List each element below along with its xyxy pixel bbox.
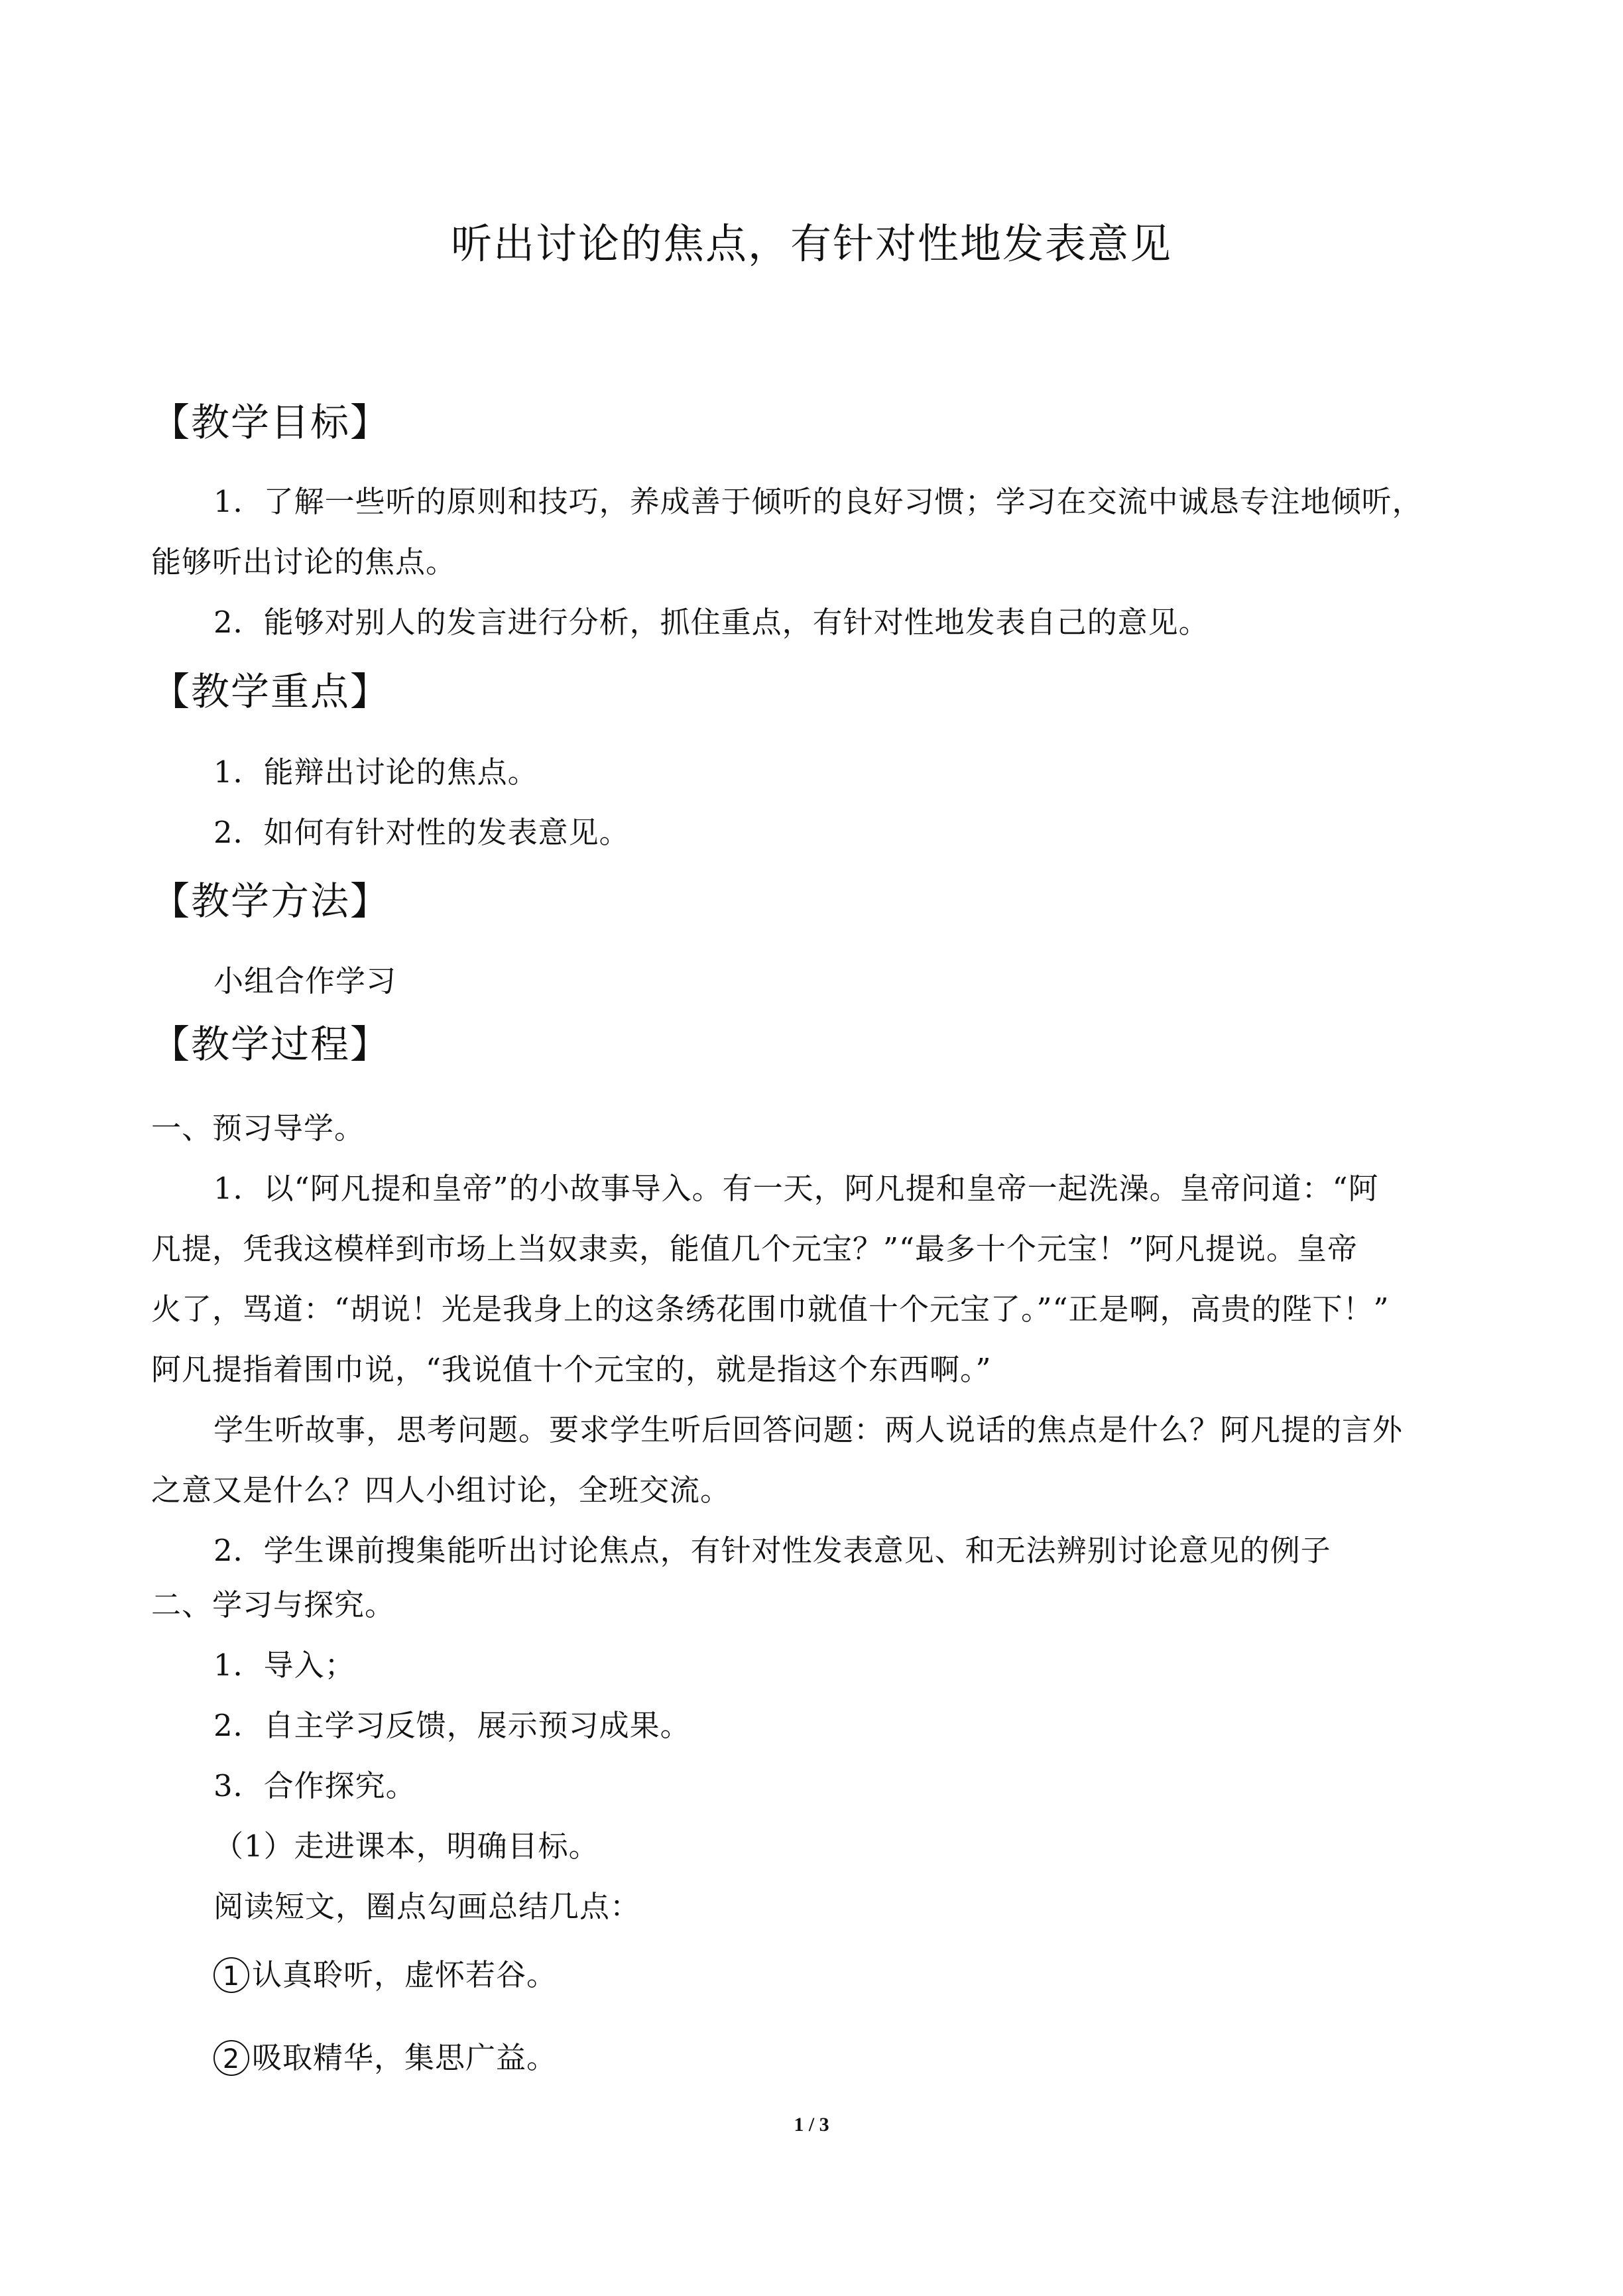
question-line-1: 学生听故事，思考问题。要求学生听后回答问题：两人说话的焦点是什么？阿凡提的言外: [213, 1412, 1404, 1447]
story-line-2: 凡提，凭我这模样到市场上当奴隶卖，能值几个元宝？”“最多十个元宝！”阿凡提说。皇帝: [151, 1231, 1358, 1266]
story-line-1: 1．以“阿凡提和皇帝”的小故事导入。有一天，阿凡提和皇帝一起洗澡。皇帝问道：“阿: [213, 1171, 1379, 1206]
story-line-3: 火了，骂道：“胡说！光是我身上的这条绣花围巾就值十个元宝了。”“正是啊，高贵的陛下！”: [151, 1292, 1390, 1327]
heading-process: 【教学过程】: [151, 1022, 391, 1067]
circled-number-2: 2: [213, 2040, 249, 2076]
circled-number-1: 1: [213, 1957, 249, 1993]
heading-methods: 【教学方法】: [151, 878, 391, 924]
heading-objectives: 【教学目标】: [151, 400, 391, 445]
step-introduction: 1．导入；: [213, 1648, 355, 1683]
story-line-4: 阿凡提指着围巾说，“我说值十个元宝的，就是指这个东西啊。”: [151, 1352, 992, 1387]
step-cooperation: 3．合作探究。: [213, 1768, 416, 1803]
objective-1-line-2: 能够听出讨论的焦点。: [151, 544, 457, 579]
heading-key-points: 【教学重点】: [151, 669, 391, 714]
objective-1-line-1: 1．了解一些听的原则和技巧，养成善于倾听的良好习惯；学习在交流中诚恳专注地倾听，: [213, 484, 1423, 519]
collect-examples: 2．学生课前搜集能听出讨论焦点，有针对性发表意见、和无法辨别讨论意见的例子: [213, 1533, 1331, 1568]
step-textbook: （1）走进课本，明确目标。: [213, 1829, 599, 1864]
step-feedback: 2．自主学习反馈，展示预习成果。: [213, 1708, 691, 1743]
objective-2: 2．能够对别人的发言进行分析，抓住重点，有针对性地发表自己的意见。: [213, 605, 1209, 640]
page-title: 听出讨论的焦点，有针对性地发表意见: [450, 219, 1172, 268]
process-part-2-title: 二、学习与探究。: [151, 1587, 396, 1622]
page-number: 1 / 3: [794, 2114, 829, 2136]
circled-point-1-text: 认真聆听，虚怀若谷。: [252, 1957, 558, 1992]
circled-point-1: [213, 1951, 557, 1996]
step-reading: 阅读短文，圈点勾画总结几点：: [213, 1889, 641, 1924]
key-point-2: 2．如何有针对性的发表意见。: [213, 815, 630, 850]
method-content: 小组合作学习: [213, 963, 397, 998]
process-part-1-title: 一、预习导学。: [151, 1111, 365, 1146]
circled-point-2: [213, 2033, 557, 2079]
key-point-1: 1．能辩出讨论的焦点。: [213, 755, 538, 790]
question-line-2: 之意又是什么？四人小组讨论，全班交流。: [151, 1473, 731, 1508]
circled-point-2-text: 吸取精华，集思广益。: [252, 2040, 558, 2075]
